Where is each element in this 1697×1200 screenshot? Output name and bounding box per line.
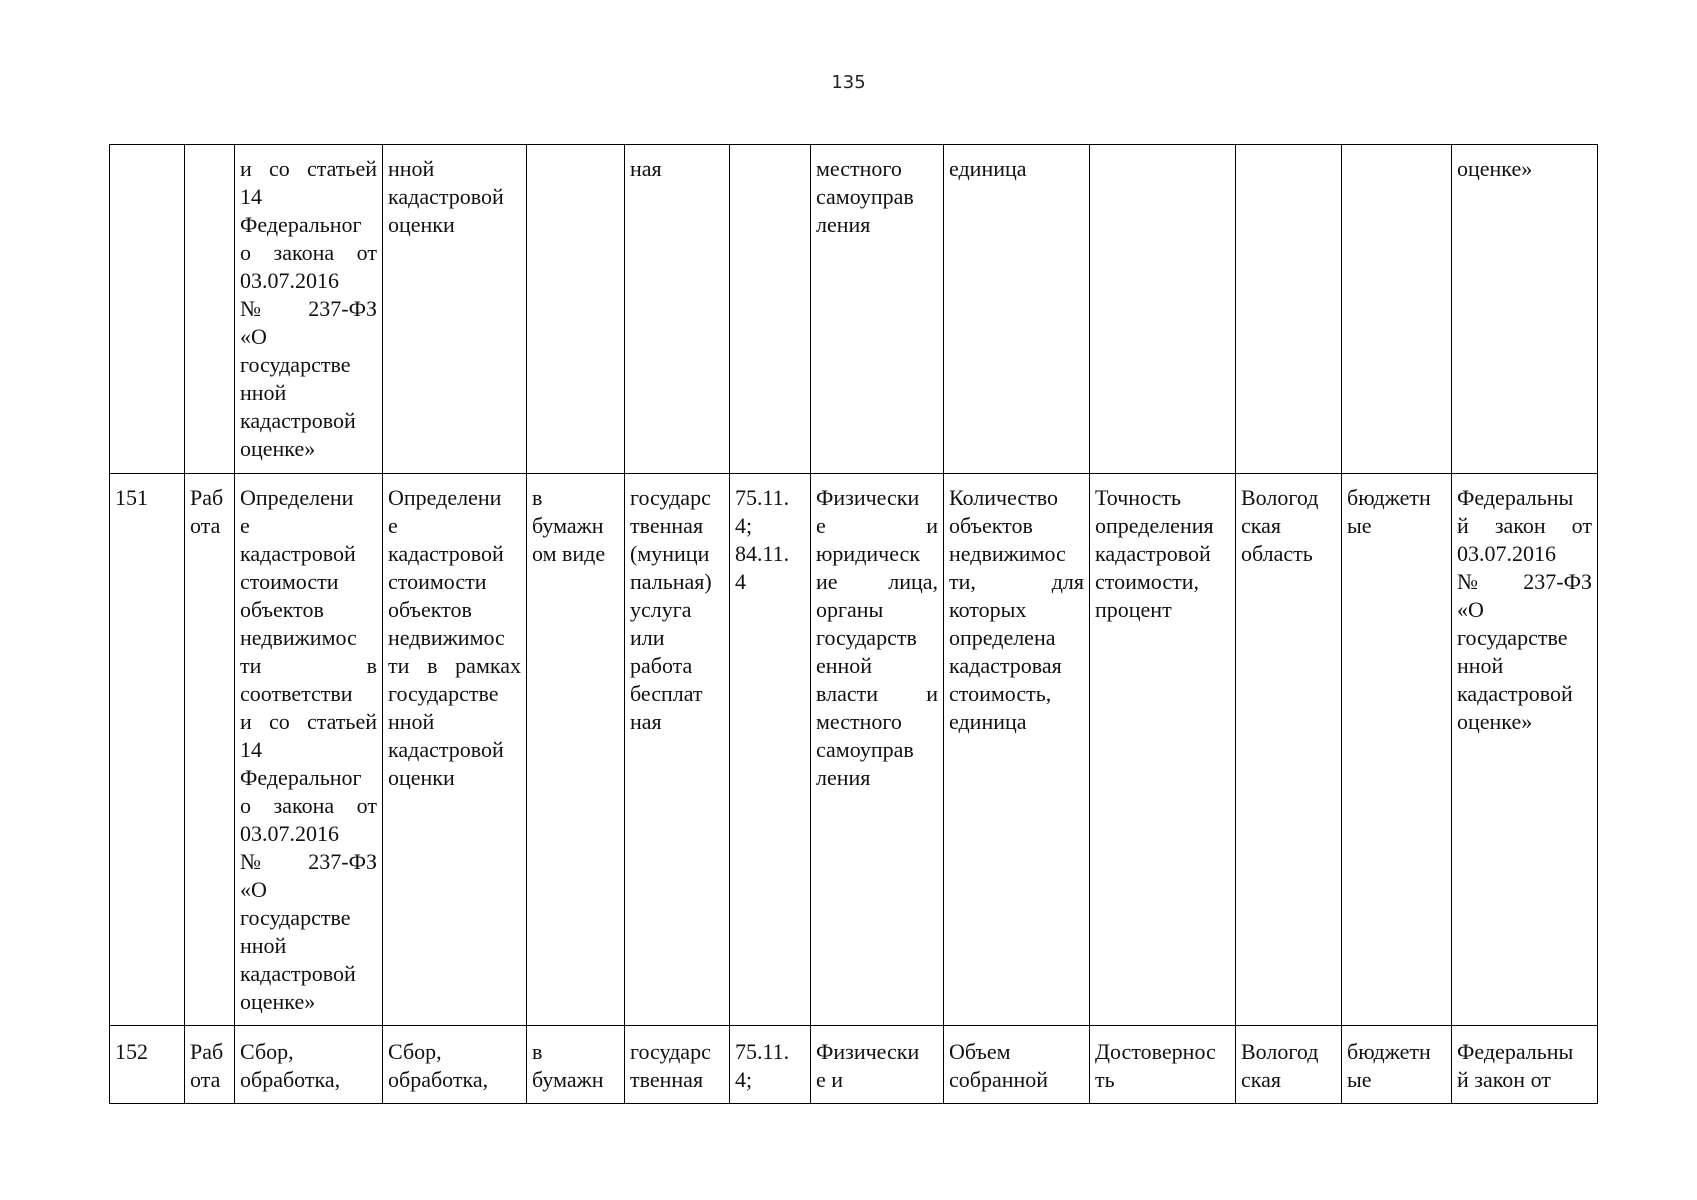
cell-text-line: нной bbox=[388, 156, 435, 181]
cell-kind bbox=[625, 145, 730, 474]
cell-text-line: самоуправ bbox=[816, 737, 914, 762]
cell-text-line: ота bbox=[190, 1067, 221, 1092]
cell-type bbox=[185, 145, 235, 474]
cell-text-line: о закона от bbox=[240, 240, 377, 265]
cell-text-line: пальная) bbox=[630, 569, 712, 594]
cell-text-line: кадастровой bbox=[240, 541, 356, 566]
cell-text-line: ом виде bbox=[532, 541, 606, 566]
cell-text-line: ная bbox=[630, 156, 662, 181]
cell-name bbox=[235, 474, 383, 1026]
cell-text-line: «О bbox=[1457, 597, 1484, 622]
cell-text-line: объектов bbox=[388, 597, 472, 622]
cell-text-line: Достовернос bbox=[1095, 1039, 1216, 1064]
cell-text-line: юридическ bbox=[816, 541, 921, 566]
cell-text-line: ления bbox=[816, 765, 871, 790]
cell-text-line: е и bbox=[816, 1067, 844, 1092]
cell-text-line: процент bbox=[1095, 597, 1172, 622]
cell-text-line: кадастровой bbox=[1095, 541, 1211, 566]
cell-text-line: стоимость, bbox=[949, 681, 1052, 706]
cell-text-line: ти, для bbox=[949, 569, 1084, 594]
cell-text-line: Сбор, bbox=[388, 1039, 442, 1064]
cell-text-line: № 237-ФЗ bbox=[240, 849, 377, 874]
cell-consumers bbox=[811, 1026, 944, 1104]
cell-text-line: 14 bbox=[240, 737, 262, 762]
cell-region bbox=[1236, 1026, 1342, 1104]
cell-text-line: бесплат bbox=[630, 681, 703, 706]
cell-text-line: государстве bbox=[388, 681, 499, 706]
cell-text-line: 75.11. bbox=[735, 485, 790, 510]
cell-text-line: государстве bbox=[240, 905, 351, 930]
cell-text-line: Раб bbox=[190, 485, 224, 510]
cell-text-line: государств bbox=[816, 625, 917, 650]
cell-text-line: ота bbox=[190, 513, 221, 538]
cell-consumers bbox=[811, 145, 944, 474]
cell-text-line: единица bbox=[949, 709, 1027, 734]
cell-text-line: государс bbox=[630, 485, 711, 510]
cell-text-line: самоуправ bbox=[816, 184, 914, 209]
cell-text-line: е и bbox=[816, 513, 938, 538]
cell-text-line: енной bbox=[816, 653, 873, 678]
cell-text-line: 75.11. bbox=[735, 1039, 790, 1064]
cell-text-line: бюджетн bbox=[1347, 485, 1431, 510]
cell-text-line: ская bbox=[1241, 1067, 1282, 1092]
cell-form bbox=[527, 145, 625, 474]
cell-text-line: № 237-ФЗ bbox=[240, 296, 377, 321]
cell-text-line: собранной bbox=[949, 1067, 1049, 1092]
cell-text-line: Вологод bbox=[1241, 1039, 1319, 1064]
cell-text-line: определена bbox=[949, 625, 1056, 650]
cell-text-line: объектов bbox=[240, 597, 324, 622]
cell-text-line: й закон от bbox=[1457, 513, 1592, 538]
cell-text-line: № 237-ФЗ bbox=[1457, 569, 1592, 594]
cell-okved bbox=[730, 474, 811, 1026]
cell-quality bbox=[1090, 145, 1236, 474]
cell-funding bbox=[1342, 474, 1452, 1026]
cell-text-line: Количество bbox=[949, 485, 1059, 510]
cell-funding bbox=[1342, 1026, 1452, 1104]
cell-basis bbox=[1452, 474, 1598, 1026]
cell-text-line: Федеральног bbox=[240, 765, 362, 790]
cell-text-line: (муници bbox=[630, 541, 710, 566]
cell-text-line: твенная bbox=[630, 1067, 704, 1092]
cell-text-line: ые bbox=[1347, 513, 1372, 538]
cell-text-line: обработка, bbox=[388, 1067, 489, 1092]
table-row bbox=[110, 145, 1598, 474]
cell-text-line: Определени bbox=[240, 485, 354, 510]
cell-text-line: Федеральны bbox=[1457, 485, 1574, 510]
cell-name bbox=[235, 145, 383, 474]
cell-text-line: ть bbox=[1095, 1067, 1115, 1092]
cell-text-line: местного bbox=[816, 709, 902, 734]
cell-text-line: 4; bbox=[735, 1067, 753, 1092]
cell-text-line: Федеральног bbox=[240, 212, 362, 237]
cell-text-line: кадастровой bbox=[388, 541, 504, 566]
cell-text-line: в bbox=[532, 485, 543, 510]
cell-text-line: кадастровой bbox=[388, 737, 504, 762]
cell-form bbox=[527, 474, 625, 1026]
cell-text-line: бумажн bbox=[532, 1067, 604, 1092]
cell-text-line: 03.07.2016 bbox=[240, 268, 339, 293]
cell-type bbox=[185, 474, 235, 1026]
cell-text-line: область bbox=[1241, 541, 1313, 566]
cell-text-line: государстве bbox=[1457, 625, 1568, 650]
cell-text-line: 4 bbox=[735, 569, 746, 594]
cell-text-line: обработка, bbox=[240, 1067, 341, 1092]
cell-funding bbox=[1342, 145, 1452, 474]
cell-text-line: й закон от bbox=[1457, 1067, 1551, 1092]
table-row bbox=[110, 1026, 1598, 1104]
cell-name bbox=[235, 1026, 383, 1104]
cell-text-line: ти в рамках bbox=[388, 653, 521, 678]
cell-text-line: ления bbox=[816, 212, 871, 237]
cell-text-line: оценки bbox=[388, 212, 455, 237]
cell-text-line: 03.07.2016 bbox=[1457, 541, 1556, 566]
cell-volume bbox=[944, 1026, 1090, 1104]
cell-quality bbox=[1090, 1026, 1236, 1104]
cell-text-line: Определени bbox=[388, 485, 502, 510]
cell-text-line: нной bbox=[240, 933, 287, 958]
cell-text-line: нной bbox=[388, 709, 435, 734]
cell-text-line: определения bbox=[1095, 513, 1214, 538]
cell-text-line: твенная bbox=[630, 513, 704, 538]
cell-text-line: ная bbox=[630, 709, 662, 734]
cell-text-line: Федеральны bbox=[1457, 1039, 1574, 1064]
cell-content bbox=[383, 1026, 527, 1104]
cell-num bbox=[110, 145, 185, 474]
cell-text-line: нной bbox=[1457, 653, 1504, 678]
cell-num: 151 bbox=[110, 474, 185, 1026]
cell-text-line: объектов bbox=[949, 513, 1033, 538]
cell-text-line: Вологод bbox=[1241, 485, 1319, 510]
cell-text-line: услуга bbox=[630, 597, 692, 622]
cell-text-line: «О bbox=[240, 324, 267, 349]
cell-text-line: государстве bbox=[240, 352, 351, 377]
cell-kind bbox=[625, 1026, 730, 1104]
cell-text-line: ие лица, bbox=[816, 569, 938, 594]
cell-region bbox=[1236, 145, 1342, 474]
cell-text-line: единица bbox=[949, 156, 1027, 181]
cell-text-line: Раб bbox=[190, 1039, 224, 1064]
cell-text-line: ская bbox=[1241, 513, 1282, 538]
cell-content bbox=[383, 145, 527, 474]
cell-text-line: недвижимос bbox=[388, 625, 505, 650]
cell-text-line: недвижимос bbox=[949, 541, 1066, 566]
cell-text-line: в bbox=[532, 1039, 543, 1064]
cell-content bbox=[383, 474, 527, 1026]
cell-text-line: кадастровой bbox=[240, 408, 356, 433]
cell-text-line: стоимости bbox=[388, 569, 487, 594]
cell-form bbox=[527, 1026, 625, 1104]
cell-text-line: оценке» bbox=[240, 436, 316, 461]
cell-text-line: е bbox=[240, 513, 250, 538]
cell-text-line: 84.11. bbox=[735, 541, 790, 566]
cell-text-line: и со статьей bbox=[240, 156, 377, 181]
cell-text-line: бумажн bbox=[532, 513, 604, 538]
cell-text-line: которых bbox=[949, 597, 1027, 622]
cell-text-line: 4; bbox=[735, 513, 753, 538]
cell-consumers bbox=[811, 474, 944, 1026]
cell-text-line: работа bbox=[630, 653, 693, 678]
cell-volume bbox=[944, 474, 1090, 1026]
cell-text-line: или bbox=[630, 625, 665, 650]
cell-text-line: оценке» bbox=[1457, 156, 1533, 181]
cell-text-line: бюджетн bbox=[1347, 1039, 1431, 1064]
cell-okved bbox=[730, 1026, 811, 1104]
cell-text-line: е bbox=[388, 513, 398, 538]
cell-text-line: стоимости, bbox=[1095, 569, 1199, 594]
cell-text-line: местного bbox=[816, 156, 902, 181]
cell-okved bbox=[730, 145, 811, 474]
cell-text-line: кадастровой bbox=[1457, 681, 1573, 706]
page-number: 135 bbox=[831, 72, 866, 93]
cell-text-line: оценки bbox=[388, 765, 455, 790]
cell-num: 152 bbox=[110, 1026, 185, 1104]
table-row bbox=[110, 474, 1598, 1026]
cell-text-line: оценке» bbox=[1457, 709, 1533, 734]
cell-type bbox=[185, 1026, 235, 1104]
cell-text-line: органы bbox=[816, 597, 884, 622]
services-table bbox=[109, 144, 1598, 1104]
cell-text-line: Объем bbox=[949, 1039, 1011, 1064]
cell-text-line: «О bbox=[240, 877, 267, 902]
cell-region bbox=[1236, 474, 1342, 1026]
cell-text-line: кадастровая bbox=[949, 653, 1062, 678]
cell-text-line: соответстви bbox=[240, 681, 353, 706]
cell-text-line: кадастровой bbox=[388, 184, 504, 209]
cell-text-line: недвижимос bbox=[240, 625, 357, 650]
cell-text-line: Физически bbox=[816, 485, 920, 510]
cell-text-line: Точность bbox=[1095, 485, 1182, 510]
cell-text-line: нной bbox=[240, 380, 287, 405]
cell-text-line: 03.07.2016 bbox=[240, 821, 339, 846]
cell-text-line: кадастровой bbox=[240, 961, 356, 986]
cell-quality bbox=[1090, 474, 1236, 1026]
cell-text-line: государс bbox=[630, 1039, 711, 1064]
cell-kind bbox=[625, 474, 730, 1026]
cell-text-line: 14 bbox=[240, 184, 262, 209]
cell-text-line: ти в bbox=[240, 653, 377, 678]
cell-basis bbox=[1452, 1026, 1598, 1104]
cell-text-line: оценке» bbox=[240, 989, 316, 1014]
cell-text-line: и со статьей bbox=[240, 709, 377, 734]
cell-text-line: стоимости bbox=[240, 569, 339, 594]
cell-text-line: Сбор, bbox=[240, 1039, 294, 1064]
cell-text-line: власти и bbox=[816, 681, 938, 706]
cell-text-line: ые bbox=[1347, 1067, 1372, 1092]
cell-volume bbox=[944, 145, 1090, 474]
cell-text-line: Физически bbox=[816, 1039, 920, 1064]
cell-basis bbox=[1452, 145, 1598, 474]
cell-text-line: о закона от bbox=[240, 793, 377, 818]
